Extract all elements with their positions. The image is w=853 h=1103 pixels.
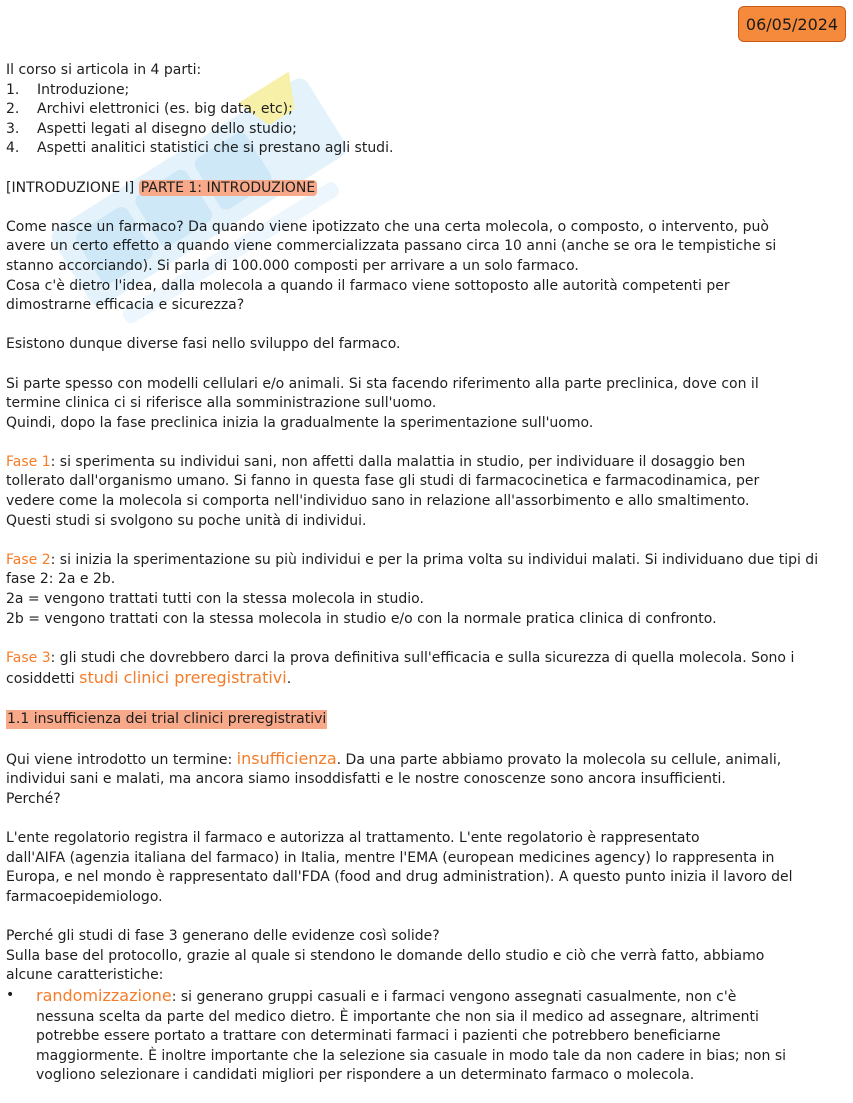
- fase1-text: : si sperimenta su individui sani, non affetti dalla malattia in studio, per individuare il dosaggio ben: [50, 453, 746, 470]
- bullet-first-line: [36, 986, 786, 1008]
- paragraph-line: 2a = vengono trattati tutti con la stessa molecola in studio.: [6, 591, 424, 608]
- bullet-item: [6, 986, 844, 1086]
- list-text: Aspetti analitici statistici che si prestano agli studi.: [37, 140, 394, 157]
- fase3-line: [6, 649, 844, 669]
- section-heading-line: [6, 710, 844, 730]
- paragraph-line: avere un certo effetto a quando viene commercializzata passano circa 10 anni (anche se ora le tempistiche si: [6, 238, 777, 255]
- p4-prefix: Qui viene introdotto un termine:: [6, 751, 237, 768]
- paragraph-line: Questi studi si svolgono su poche unità di individui.: [6, 512, 367, 529]
- paragraph-line: Quindi, dopo la fase preclinica inizia la gradualmente la sperimentazione sull'uomo.: [6, 414, 594, 431]
- paragraph-line: Perché?: [6, 790, 61, 807]
- part-heading-prefix: [INTRODUZIONE I]: [6, 179, 139, 196]
- list-text: Archivi elettronici (es. big data, etc);: [37, 101, 293, 118]
- paragraph-line: 2b = vengono trattati con la stessa molecola in studio e/o con la normale pratica clinica di confronto.: [6, 610, 717, 627]
- fase1-label: Fase 1: [6, 453, 51, 470]
- paragraph-line: maggiormente. È inoltre importante che la selezione sia casuale in modo tale da non cadere in bias; non si: [36, 1047, 786, 1064]
- bullet-term: randomizzazione: [36, 985, 172, 1005]
- list-text: Aspetti legati al disegno dello studio;: [37, 120, 297, 137]
- bullet-first: : si generano gruppi casuali e i farmaci vengono assegnati casualmente, non c'è: [171, 988, 737, 1005]
- paragraph-line: termine clinica ci si riferisce alla somministrazione sull'uomo.: [6, 395, 437, 412]
- p4-highlight: insufficienza: [236, 748, 337, 768]
- paragraph-line: potrebbe essere portato a trattare con determinati farmaci i pazienti che potrebbero beneficiarne: [36, 1028, 721, 1045]
- bullet-body: [36, 986, 786, 1086]
- paragraph-line: tollerato dall'organismo umano. Si fanno in questa fase gli studi di farmacocinetica e farmacodinamica, per: [6, 473, 760, 490]
- paragraph-line: nessuna scelta da parte del medico dietro. È importante che non sia il medico ad assegnare, altrimenti: [36, 1008, 759, 1025]
- paragraph-line: Esistono dunque diverse fasi nello sviluppo del farmaco.: [6, 336, 401, 353]
- fase3-text: : gli studi che dovrebbero darci la prova definitiva sull'efficacia e sulla sicurezza di quella molecola. Sono i: [50, 649, 795, 666]
- paragraph-line: dimostrarne efficacia e sicurezza?: [6, 297, 245, 314]
- paragraph-line: individui sani e malati, ma ancora siamo insoddisfatti e le nostre conoscenze sono ancora insufficienti.: [6, 771, 726, 788]
- list-text: Introduzione;: [37, 81, 130, 98]
- list-number: 3.: [6, 120, 20, 137]
- paragraph-line: Perché gli studi di fase 3 generano delle evidenze così solide?: [6, 928, 440, 945]
- fase3-prefix: cosiddetti: [6, 671, 80, 688]
- paragraph-line: Sulla base del protocollo, grazie al quale si stendono le domande dello studio e ciò che verrà fatto, abbiamo: [6, 947, 765, 964]
- p4-line: [6, 749, 844, 771]
- paragraph-line: alcune caratteristiche:: [6, 967, 164, 984]
- course-intro: Il corso si articola in 4 parti:: [6, 62, 202, 78]
- list-item: [6, 100, 844, 120]
- paragraph-line: vogliono selezionare i candidati migliori per rispondere a un determinato farmaco o molecola.: [36, 1067, 695, 1084]
- paragraph-line: dall'AIFA (agenzia italiana del farmaco) in Italia, mentre l'EMA (european medicines agency) lo rappresenta in: [6, 849, 775, 866]
- fase3-suffix: .: [286, 671, 292, 688]
- list-item: [6, 81, 844, 101]
- fase3-label: Fase 3: [6, 649, 51, 666]
- fase1-line: [6, 453, 844, 473]
- list-item: [6, 120, 844, 140]
- part-heading-label: PARTE 1: INTRODUZIONE: [140, 179, 316, 196]
- fase3-line-2: [6, 668, 844, 690]
- bullet-icon: •: [6, 986, 15, 1003]
- paragraph-line: farmacoepidemiologo.: [6, 888, 163, 905]
- list-number: 4.: [6, 140, 20, 157]
- paragraph-line: Si parte spesso con modelli cellulari e/o animali. Si sta facendo riferimento alla parte preclinica, dove con il: [6, 375, 759, 392]
- list-number: 1.: [6, 81, 20, 98]
- document-body: [6, 61, 844, 1086]
- list-number: 2.: [6, 101, 20, 118]
- date-badge: 06/05/2024: [738, 6, 846, 42]
- section-heading: 1.1 insufficienza dei trial clinici preregistrativi: [6, 710, 327, 730]
- fase3-highlight: studi clinici preregistrativi: [79, 668, 287, 688]
- part-heading: [6, 179, 844, 199]
- paragraph-line: Cosa c'è dietro l'idea, dalla molecola a quando il farmaco viene sottoposto alle autorità competenti per: [6, 277, 730, 294]
- paragraph-line: stanno accorciando). Si parla di 100.000 composti per arrivare a un solo farmaco.: [6, 257, 579, 274]
- fase2-label: Fase 2: [6, 551, 51, 568]
- p4-suffix: . Da una parte abbiamo provato la molecola su cellule, animali,: [336, 751, 782, 768]
- list-item: [6, 139, 844, 159]
- fase2-line: [6, 551, 844, 571]
- paragraph-line: L'ente regolatorio registra il farmaco e autorizza al trattamento. L'ente regolatorio è rappresentato: [6, 830, 700, 847]
- fase2-text: : si inizia la sperimentazione su più individui e per la prima volta su individui malati. Si individuano due tipi di: [50, 551, 819, 568]
- paragraph-line: fase 2: 2a e 2b.: [6, 571, 116, 588]
- paragraph-line: Europa, e nel mondo è rappresentato dall'FDA (food and drug administration). A questo punto inizia il lavoro del: [6, 869, 793, 886]
- paragraph-line: Come nasce un farmaco? Da quando viene ipotizzato che una certa molecola, o composto, o intervento, può: [6, 218, 769, 235]
- paragraph-line: vedere come la molecola si comporta nell'individuo sano in relazione all'assorbimento e allo smaltimento.: [6, 493, 750, 510]
